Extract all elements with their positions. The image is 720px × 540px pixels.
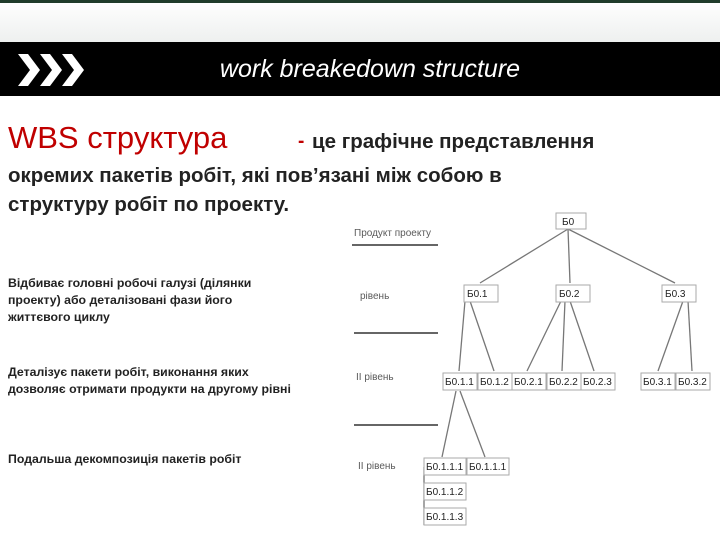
level3-label: II рівень: [358, 461, 396, 472]
note-level2: [8, 364, 291, 398]
wbs-diagram: [340, 205, 720, 540]
node-b0-2-1: Б0.2.1: [514, 377, 543, 388]
node-b0-1-1-3: Б0.1.1.3: [426, 512, 464, 523]
node-b0: Б0: [562, 217, 575, 228]
level-separators: [352, 245, 438, 425]
node-boxes: [424, 213, 710, 525]
note-line: Подальша декомпозиція пакетів робіт: [8, 452, 242, 466]
subtitle-line-1: це графічне представлення: [312, 130, 595, 153]
node-b0-2: Б0.2: [559, 289, 580, 300]
level1-label: рівень: [360, 291, 390, 302]
note-line: життєвого циклу: [8, 310, 110, 324]
level2-label: II рівень: [356, 372, 394, 383]
subtitle-line-2: окремих пакетів робіт, які пов’язані між собою в: [8, 164, 502, 187]
node-b0-2-3: Б0.2.3: [583, 377, 612, 388]
node-b0-1: Б0.1: [467, 289, 488, 300]
note-line: Відбиває головні робочі галузі (ділянки: [8, 276, 252, 290]
note-level1: [8, 275, 251, 326]
node-b0-3: Б0.3: [665, 289, 686, 300]
header-title: work breakedown structure: [219, 55, 521, 83]
top-accent-line: [0, 0, 720, 3]
node-b0-1-1-2: Б0.1.1.2: [426, 487, 464, 498]
note-line: дозволяє отримати продукти на другому рівні: [8, 382, 291, 396]
note-line: Деталізує пакети робіт, виконання яких: [8, 365, 249, 379]
level-product-label: Продукт проекту: [354, 228, 432, 239]
node-b0-2-2: Б0.2.2: [549, 377, 578, 388]
node-b0-1-2: Б0.1.2: [480, 377, 509, 388]
node-b0-1-1-1: Б0.1.1.1: [426, 462, 464, 473]
note-level3: [8, 451, 241, 468]
node-b0-3-1: Б0.3.1: [643, 377, 672, 388]
subtitle-line-3: структуру робіт по проекту.: [8, 193, 290, 216]
node-b0-1-1-1-b: Б0.1.1.1: [469, 462, 507, 473]
slide-title: WBS структура: [8, 120, 228, 155]
subtitle-dash: -: [298, 131, 305, 152]
top-bar: [0, 0, 720, 42]
node-b0-1-1: Б0.1.1: [445, 377, 474, 388]
node-b0-3-2: Б0.3.2: [678, 377, 707, 388]
note-line: проекту) або деталізовані фази його: [8, 293, 233, 307]
